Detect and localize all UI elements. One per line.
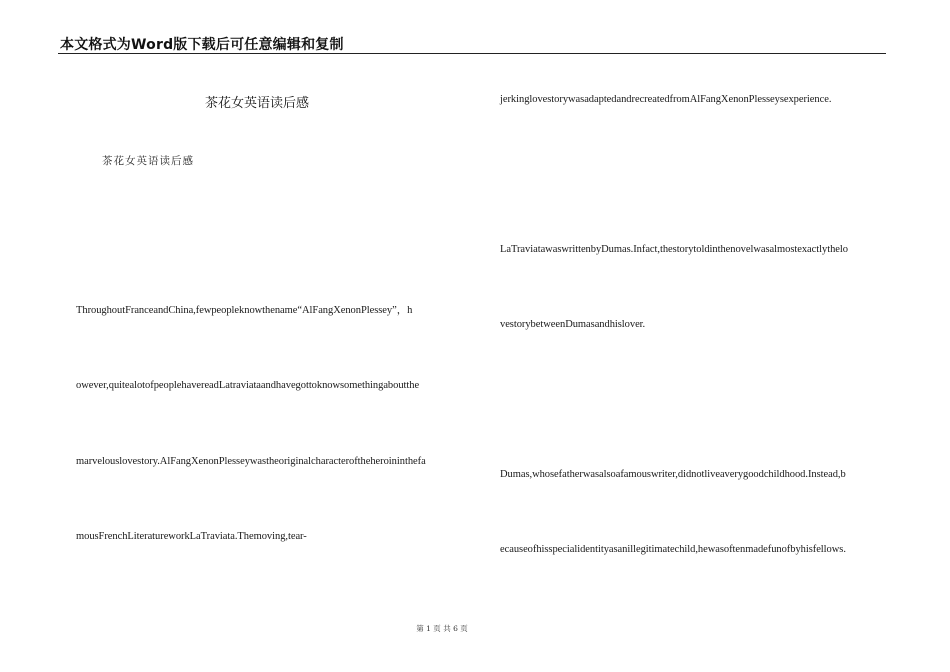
left-column-line: mousFrenchLiteratureworkLaTraviata.Themoving,tear- (76, 531, 307, 542)
left-column-line: marvelouslovestory.AlFangXenonPlesseywastheoriginalcharacteroftheheroininthefa (76, 456, 426, 467)
right-column-line: vestorybetweenDumasandhislover. (500, 319, 646, 330)
page-header: 本文格式为Word版下载后可任意编辑和复制 (60, 37, 344, 53)
right-column-line: jerkinglovestorywasadaptedandrecreatedfromAlFangXenonPlesseysexperience. (500, 94, 832, 105)
left-column-line: ThroughoutFranceandChina,fewpeopleknowthename“AlFangXenonPlessey”，h (76, 305, 413, 316)
right-column-line: LaTraviatawaswrittenbyDumas.Infact,thestorytoldinthenovelwasalmostexactlythelo (500, 244, 848, 255)
right-column-line: ecauseofhisspecialidentityasanillegitimatechild,hewasoftenmadefunofbyhisfellows. (500, 544, 846, 555)
document-subtitle: 茶花女英语读后感 (102, 155, 194, 167)
document-title: 茶花女英语读后感 (205, 96, 310, 111)
page-number: 第 1 页 共 6 页 (416, 624, 468, 633)
left-column-line: owever,quitealotofpeoplehavereadLatraviataandhavegottoknowsomethingaboutthe (76, 380, 420, 391)
right-column-line: Dumas,whosefatherwasalsoafamouswriter,didnotliveaverygoodchildhood.Instead,b (500, 469, 846, 480)
header-divider (58, 53, 886, 54)
